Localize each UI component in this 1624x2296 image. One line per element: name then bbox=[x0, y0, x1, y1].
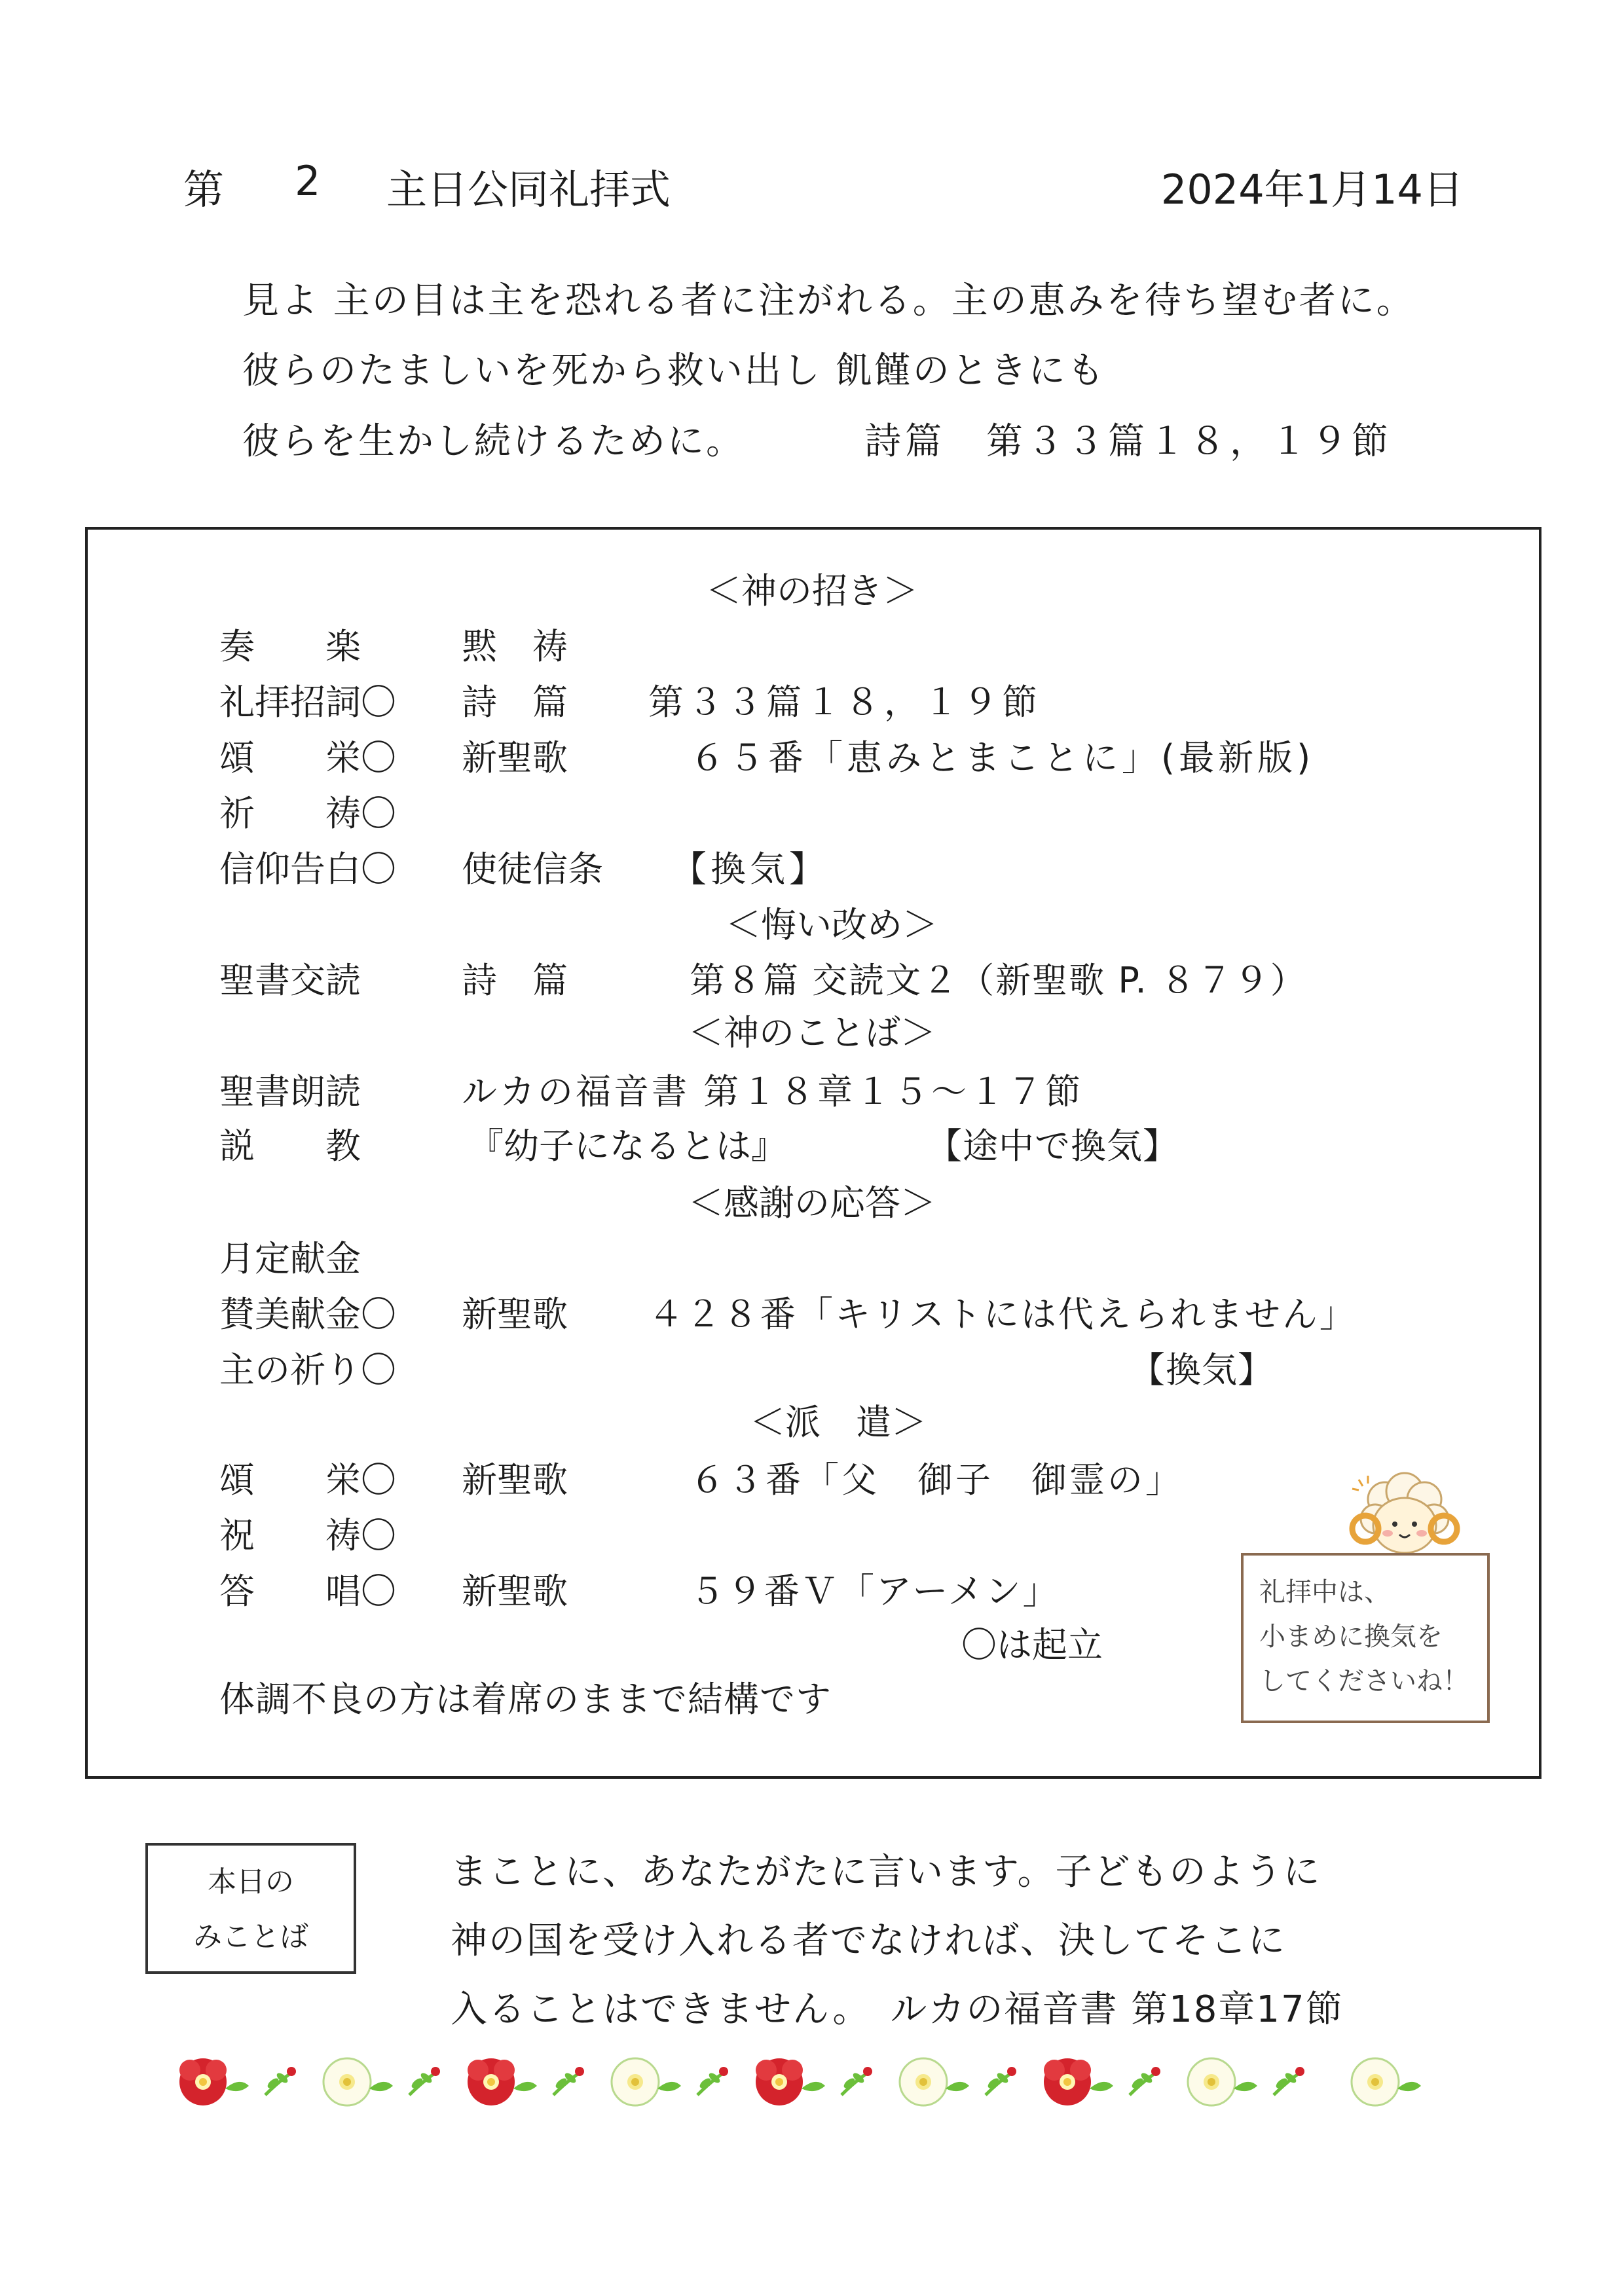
item-label: 頌 栄〇 bbox=[219, 1459, 396, 1501]
item-detail: 新聖歌 bbox=[462, 737, 568, 778]
item-label: 礼拝招詞〇 bbox=[219, 682, 396, 723]
item-extra: 第３３篇１８，１９節 bbox=[648, 682, 1041, 723]
service-date: 2024年1月14日 bbox=[1160, 166, 1464, 213]
item-detail: 新聖歌 bbox=[462, 1294, 568, 1335]
section-word: ＜神のことば＞ bbox=[688, 1012, 936, 1053]
verse-line-2: 彼らのたましいを死から救い出し 飢饉のときにも bbox=[242, 350, 1106, 392]
section-repent: ＜悔い改め＞ bbox=[726, 904, 938, 945]
verse-line-3: 彼らを生かし続けるために。 bbox=[242, 420, 745, 463]
page-title: 主日公同礼拝式 bbox=[386, 166, 671, 213]
item-label: 信仰告白〇 bbox=[219, 848, 396, 890]
service-number: 2 bbox=[295, 157, 321, 205]
item-detail: 黙 祷 bbox=[462, 626, 568, 667]
verse-reference: 詩篇 第３３篇１８，１９節 bbox=[864, 420, 1392, 463]
item-extra: 【途中で換気】 bbox=[927, 1125, 1179, 1167]
item-extra: ６３番「父 御子 御霊の」 bbox=[690, 1459, 1183, 1501]
item-detail: ルカの福音書 第１８章１５～１７節 bbox=[462, 1071, 1084, 1112]
item-extra: 【換気】 bbox=[671, 848, 828, 890]
item-extra: 第８篇 交読文２（新聖歌 P. ８７９） bbox=[690, 960, 1307, 1001]
section-sending: ＜派 遣＞ bbox=[750, 1402, 927, 1443]
note-line: してくださいね！ bbox=[1259, 1666, 1469, 1696]
sermon-title: 『幼子になるとは』 bbox=[468, 1125, 786, 1167]
sheep-icon bbox=[1339, 1467, 1470, 1565]
today-label-line: みことば bbox=[193, 1920, 308, 1954]
item-label: 月定献金 bbox=[219, 1238, 361, 1279]
camellia-border bbox=[164, 2052, 1460, 2111]
item-extra: ６５番「恵みとまことに」(最新版) bbox=[690, 737, 1315, 778]
note-line: 小まめに換気を bbox=[1259, 1622, 1443, 1652]
item-detail: 詩 篇 bbox=[462, 960, 568, 1001]
section-call: ＜神の招き＞ bbox=[706, 570, 918, 611]
today-label-line: 本日の bbox=[208, 1865, 294, 1899]
section-thanks: ＜感謝の応答＞ bbox=[688, 1182, 936, 1224]
item-label: 奏 楽 bbox=[219, 626, 361, 667]
item-detail: 新聖歌 bbox=[462, 1571, 568, 1612]
item-label: 聖書朗読 bbox=[219, 1071, 361, 1112]
item-detail: 詩 篇 bbox=[462, 682, 568, 723]
item-extra: 【換気】 bbox=[1130, 1349, 1274, 1391]
today-word-label-box bbox=[145, 1843, 356, 1974]
item-label: 答 唱〇 bbox=[219, 1571, 396, 1612]
today-verse-line-1: まことに、あなたがたに言います。子どものように bbox=[451, 1851, 1321, 1893]
item-label: 祈 祷〇 bbox=[219, 793, 396, 834]
note-line: 礼拝中は、 bbox=[1259, 1577, 1390, 1607]
item-extra: ５９番Ｖ「アーメン」 bbox=[690, 1571, 1060, 1612]
stand-note: 〇は起立 bbox=[961, 1624, 1103, 1666]
health-note: 体調不良の方は着席のままで結構です bbox=[219, 1679, 832, 1720]
item-detail: 使徒信条 bbox=[462, 848, 603, 890]
item-label: 主の祈り〇 bbox=[219, 1349, 396, 1391]
item-label: 頌 栄〇 bbox=[219, 737, 396, 778]
item-label: 聖書交読 bbox=[219, 960, 361, 1001]
item-label: 賛美献金〇 bbox=[219, 1294, 396, 1335]
today-verse-line-3: 入ることはできません。 ルカの福音書 第18章17節 bbox=[451, 1988, 1344, 2031]
item-extra: ４２８番「キリストには代えられません」 bbox=[648, 1294, 1357, 1335]
today-verse-line-2: 神の国を受け入れる者でなければ、決してそこに bbox=[451, 1920, 1286, 1962]
item-label: 祝 祷〇 bbox=[219, 1515, 396, 1556]
item-label: 説 教 bbox=[219, 1125, 361, 1167]
item-detail: 新聖歌 bbox=[462, 1459, 568, 1501]
service-label: 第 bbox=[183, 166, 225, 213]
ventilation-note bbox=[1241, 1553, 1490, 1723]
verse-line-1: 見よ 主の目は主を恐れる者に注がれる。主の恵みを待ち望む者に。 bbox=[242, 280, 1415, 322]
